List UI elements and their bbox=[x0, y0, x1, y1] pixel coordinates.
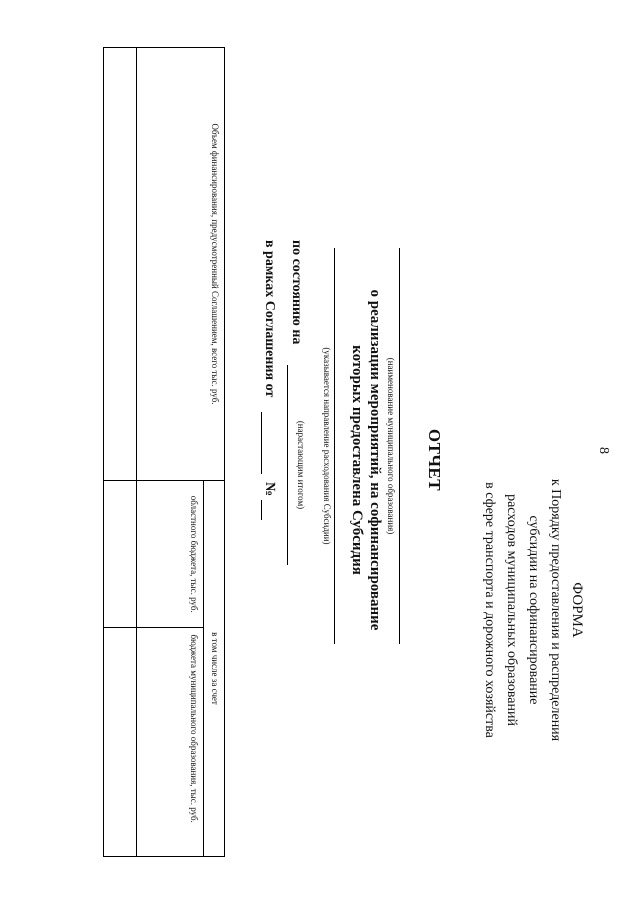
report-main-title-line1: о реализации мероприятий, на софинансирование bbox=[367, 289, 383, 631]
cell-municipal-budget bbox=[104, 628, 137, 857]
report-main-title bbox=[348, 200, 384, 720]
municipality-blank-line bbox=[399, 248, 400, 644]
header-group-including: в том числе за счет bbox=[204, 481, 225, 857]
table-header-row bbox=[204, 48, 225, 857]
table-row bbox=[104, 48, 137, 857]
form-line: расходов муниципальных образований bbox=[504, 494, 519, 726]
municipality-caption: (наименование муниципального образования) bbox=[386, 357, 396, 535]
agreement-number-label: № bbox=[262, 482, 277, 497]
form-line: к Порядку предоставления и распределения bbox=[548, 478, 563, 742]
as-of-caption: (нарастающим итогом) bbox=[296, 420, 306, 510]
form-line: в сфере транспорта и дорожного хозяйства bbox=[482, 482, 497, 738]
header-total-financing: Объем финансирования, предусмотренный Соглашением, всего тыс. руб. bbox=[137, 48, 225, 481]
form-line: субсидии на софинансирование bbox=[526, 515, 541, 705]
agreement-number-blank-line bbox=[261, 500, 262, 520]
form-header bbox=[478, 320, 588, 900]
cell-total-financing bbox=[104, 48, 137, 481]
page-number: 8 bbox=[596, 447, 611, 454]
form-title: ФОРМА bbox=[569, 582, 585, 638]
as-of-blank-line bbox=[287, 365, 288, 565]
header-regional-budget: областного бюджета, тыс. руб. bbox=[137, 481, 204, 628]
cell-regional-budget bbox=[104, 481, 137, 628]
direction-caption: (указывается направление расходования Субсидии) bbox=[322, 347, 332, 545]
agreement-label: в рамках Соглашения от bbox=[262, 240, 277, 398]
direction-blank-line bbox=[334, 248, 335, 644]
as-of-label: по состоянию на bbox=[289, 240, 304, 345]
report-title: ОТЧЕТ bbox=[425, 428, 444, 492]
header-municipal-budget: бюджета муниципального образования, тыс. руб. bbox=[137, 628, 204, 857]
agreement-date-blank-line bbox=[261, 412, 262, 474]
financing-table bbox=[103, 47, 225, 857]
report-main-title-line2: которых предоставлена Субсидия bbox=[349, 345, 365, 575]
